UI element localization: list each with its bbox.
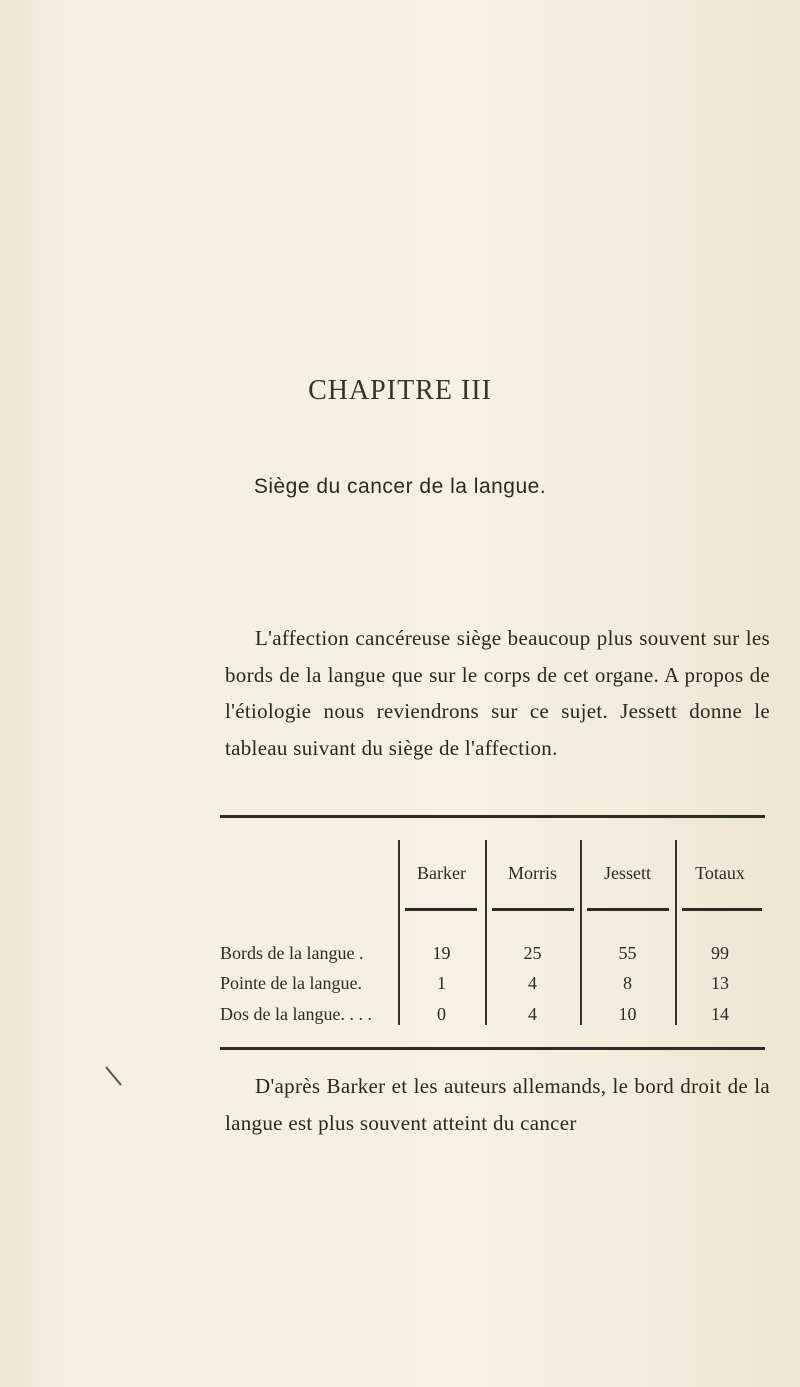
table-cell: 4 — [528, 973, 537, 993]
margin-check-mark — [105, 1065, 123, 1093]
header-jessett: Jessett — [604, 863, 651, 883]
table-cell: 4 — [528, 1004, 537, 1024]
closing-paragraph: D'après Barker et les auteurs allemands, le bord droit de la langue est plus souvent atteint du cancer — [225, 1074, 770, 1135]
row-label: Dos de la langue. . . . — [220, 1004, 372, 1024]
row-label: Pointe de la langue. — [220, 973, 362, 993]
header-morris: Morris — [508, 863, 557, 883]
table-cell: 10 — [618, 1004, 637, 1024]
table-cell: 55 — [618, 943, 637, 963]
chapter-title: CHAPITRE III — [308, 375, 492, 406]
intro-paragraph: L'affection cancéreuse siège beaucoup plus souvent sur les bords de la langue que sur le corps de cet organe. A propos de l'étiologie nous reviendrons sur ce sujet. Jessett donne le tableau suivant du siège de l'affection. — [225, 626, 770, 760]
table-cell: 19 — [432, 943, 451, 963]
header-rule — [405, 908, 477, 911]
header-rule — [587, 908, 669, 911]
section-title: Siège du cancer de la langue. — [253, 475, 547, 498]
header-barker: Barker — [417, 863, 466, 883]
header-totaux: Totaux — [695, 863, 745, 883]
row-label: Bords de la langue . — [220, 943, 364, 963]
table-bottom-rule — [220, 1047, 765, 1050]
table-cell: 99 — [711, 943, 729, 963]
table-cell: 14 — [711, 1004, 729, 1024]
table-top-rule — [220, 815, 765, 818]
table-cell: 8 — [623, 973, 632, 993]
table-cell: 0 — [437, 1004, 446, 1024]
header-rule — [492, 908, 574, 911]
table-cell: 1 — [437, 973, 446, 993]
header-rule — [682, 908, 762, 911]
table-cell: 25 — [523, 943, 542, 963]
table-cell: 13 — [711, 973, 729, 993]
